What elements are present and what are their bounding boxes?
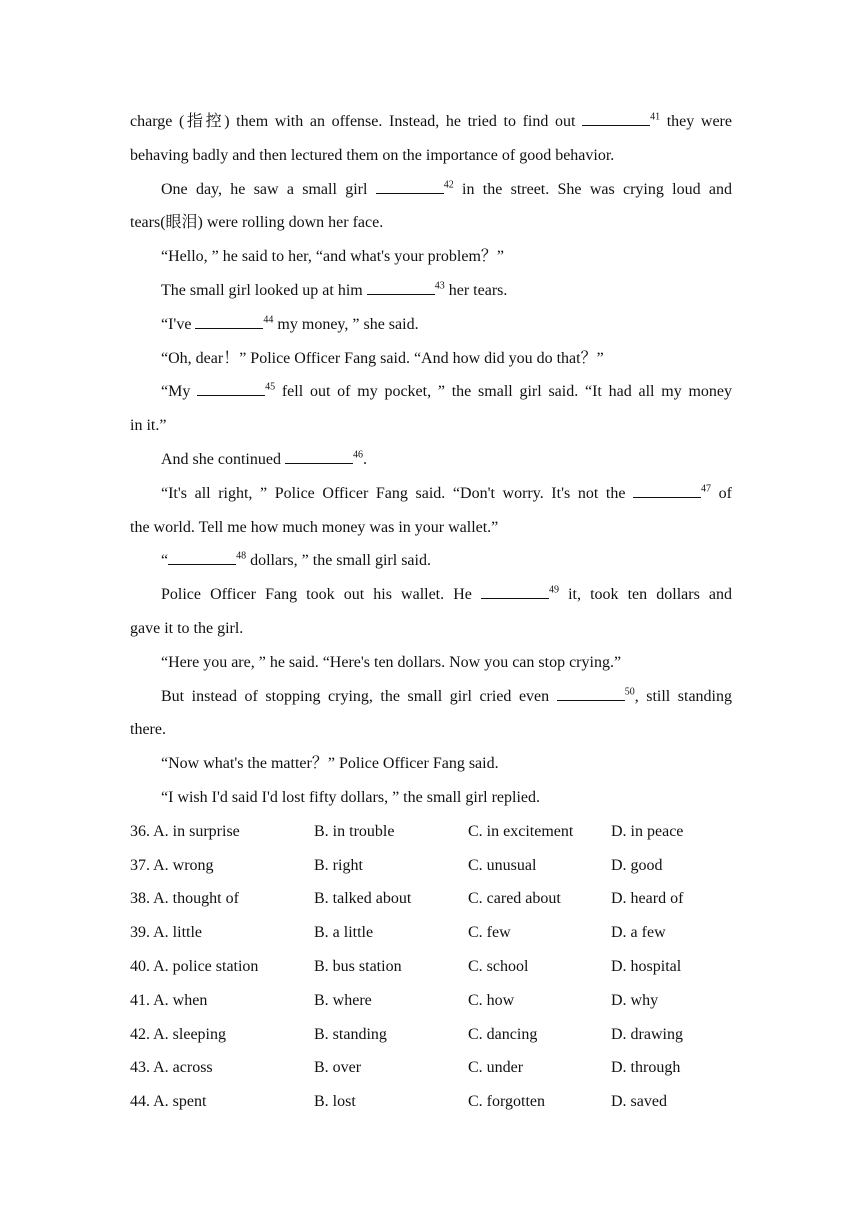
text: The small girl looked up at him [161,281,367,299]
text: “I've [161,315,196,333]
passage-line [130,680,732,714]
text: “My [161,383,198,401]
option-b: B. bus station [314,957,402,975]
blank-number: 50 [624,686,635,698]
option-b: B. over [314,1059,362,1077]
passage-line: behaving badly and then lectured them on the importance of good behavior. [130,146,615,164]
passage-line: the world. Tell me how much money was in your wallet.” [130,518,499,536]
passage [130,105,732,1119]
text: . [362,450,367,468]
question-row [130,950,732,984]
passage-line: tears(眼泪) were rolling down her face. [130,214,384,232]
option-c: C. how [468,991,515,1009]
option-c: C. few [468,924,511,942]
text: they were [660,113,732,130]
text: my money, ” she said. [273,315,419,333]
option-b: B. in trouble [314,822,395,840]
option-b: B. standing [314,1025,387,1043]
passage-line [130,274,732,308]
option-d: D. good [611,856,663,874]
passage-line: “Oh, dear！” Police Officer Fang said. “And how did you do that？” [161,349,604,367]
question-row [130,815,732,849]
answer-blank [557,685,625,701]
option-a: 41. A. when [130,991,208,1009]
option-a: 43. A. across [130,1059,213,1077]
blank-number: 49 [548,584,559,596]
text: dollars, ” the small girl said. [246,552,431,570]
option-c: C. unusual [468,856,537,874]
answer-blank [168,549,236,565]
question-row [130,1018,732,1052]
option-b: B. lost [314,1093,356,1111]
question-row [130,1085,732,1119]
option-a: 40. A. police station [130,957,259,975]
blank-number: 45 [265,382,276,394]
option-a: 38. A. thought of [130,890,239,908]
text: in the street. She was crying loud and [453,180,733,198]
question-row [130,984,732,1018]
option-d: D. hospital [611,957,682,975]
passage-line [130,375,732,409]
text: Police Officer Fang took out his wallet. He [161,586,481,604]
passage-line: gave it to the girl. [130,619,244,637]
text: fell out of my pocket, ” the small girl said. “It had all my money [275,383,733,401]
passage-line [130,173,732,207]
option-b: B. right [314,856,363,874]
option-d: D. through [611,1059,681,1077]
passage-line [130,477,732,511]
blank-number: 42 [443,179,454,191]
option-a: 44. A. spent [130,1093,207,1111]
text: charge (指控) them with an offense. Instead, he tried to find out [130,113,583,130]
passage-line [130,544,732,578]
passage-line: there. [130,721,166,739]
passage-line [130,443,732,477]
text: of [711,484,732,502]
blank-number: 41 [650,111,661,123]
passage-line: “I wish I'd said I'd lost fifty dollars, ” the small girl replied. [161,788,541,806]
answer-blank [195,313,263,329]
text: And she continued [161,450,285,468]
option-c: C. dancing [468,1025,538,1043]
answer-blank [197,380,265,396]
option-c: C. in excitement [468,822,574,840]
passage-line: “Here you are, ” he said. “Here's ten dollars. Now you can stop crying.” [161,653,622,671]
option-b: B. talked about [314,890,412,908]
question-row [130,882,732,916]
option-a: 39. A. little [130,924,202,942]
passage-line: in it.” [130,417,167,435]
blank-number: 43 [434,280,445,292]
question-row [130,916,732,950]
text: But instead of stopping crying, the small girl cried even [161,687,557,705]
answer-blank [367,279,435,295]
option-c: C. school [468,957,529,975]
answer-blank [582,110,650,126]
option-a: 42. A. sleeping [130,1025,226,1043]
option-d: D. heard of [611,890,684,908]
answer-blank [285,448,353,464]
text: One day, he saw a small girl [161,180,376,198]
answer-blank [376,178,444,194]
option-d: D. a few [611,924,666,942]
blank-number: 44 [263,314,274,326]
question-row [130,1051,732,1085]
option-b: B. where [314,991,372,1009]
passage-line [130,105,732,139]
blank-number: 46 [352,449,363,461]
blank-number: 48 [236,551,247,563]
option-c: C. forgotten [468,1093,546,1111]
text: “ [161,552,169,570]
passage-line: “Hello, ” he said to her, “and what's your problem？” [161,248,505,266]
answer-blank [481,583,549,599]
text: “It's all right, ” Police Officer Fang said. “Don't worry. It's not the [161,484,634,502]
option-c: C. under [468,1059,524,1077]
passage-line [130,578,732,612]
option-d: D. in peace [611,822,684,840]
passage-line [130,308,732,342]
answer-blank [633,482,701,498]
option-d: D. drawing [611,1025,683,1043]
option-d: D. saved [611,1093,667,1111]
option-a: 36. A. in surprise [130,822,240,840]
text: it, took ten dollars and [558,586,733,604]
option-a: 37. A. wrong [130,856,214,874]
option-b: B. a little [314,924,374,942]
text: her tears. [444,281,508,299]
option-d: D. why [611,991,659,1009]
blank-number: 47 [701,483,712,495]
text: , still standing [634,687,732,705]
question-row [130,849,732,883]
question-list [130,815,732,1119]
option-c: C. cared about [468,890,561,908]
passage-line: “Now what's the matter？” Police Officer Fang said. [161,755,499,773]
